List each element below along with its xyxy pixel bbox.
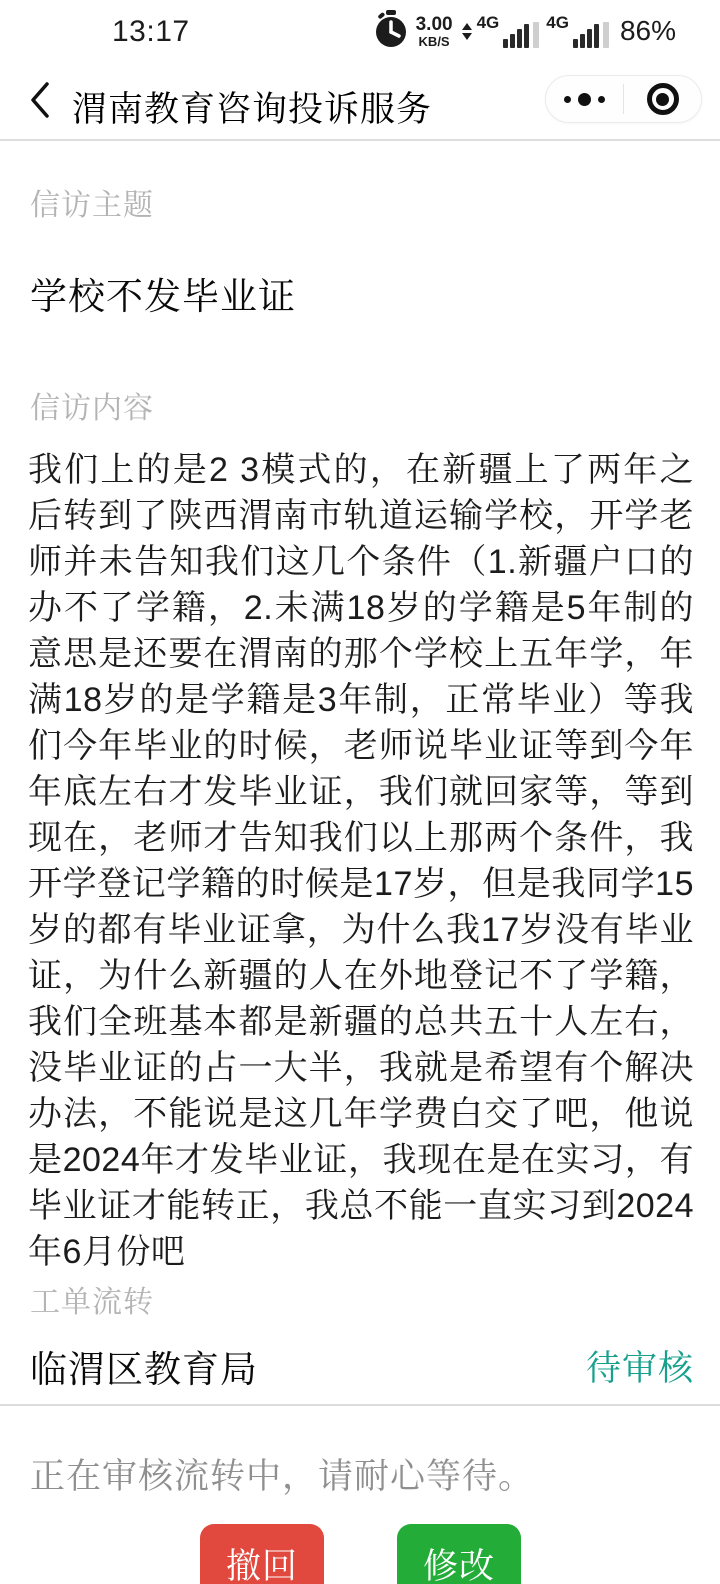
battery-percent: 86% — [619, 15, 676, 46]
sim2-signal — [546, 14, 609, 48]
sim1-network-type: 4G — [476, 13, 500, 32]
workflow-label: 工单流转 — [30, 1286, 154, 1319]
network-speed-readout — [416, 15, 453, 48]
sim1-signal — [477, 14, 540, 48]
workflow-row — [30, 1339, 694, 1393]
sim1-signal-bars-icon — [503, 22, 539, 48]
network-speed-value: 3.00 — [415, 13, 453, 35]
clock-time: 13:17 — [112, 15, 190, 48]
more-dots-icon — [564, 93, 605, 106]
petition-content-text: 我们上的是2 3模式的，在新疆上了两年之后转到了陕西渭南市轨道运输学校，开学老师并未告知我们这几个条件（1.新疆户口的办不了学籍，2.未满18岁的学籍是5年制的意思是还要在渭南的那个学校上五年学，年满18岁的是学籍是3年制，正常毕业）等我们今年毕业的时候，老师说毕业证等到今年年底左右才发毕业证，我们就回家等，等到现在，老师才告知我们以上那两个条件，我开学登记学籍的时候是17岁，但是我同学15岁的都有毕业证拿，为什么我17岁没有毕业证，为什么新疆的人在外地登记不了学籍，我们全班基本都是新疆的总共五十人左右，没毕业证的占一大半，我就是希望有个解决办法，不能说是这几年学费白交了吧，他说是2024年才发毕业证，我现在是在实习，有毕业证才能转正，我总不能一直实习到2024年6月份吧 — [28, 451, 694, 1271]
subject-label: 信访主题 — [30, 189, 154, 222]
withdraw-button[interactable]: 撤回 — [200, 1524, 324, 1584]
review-hint-text: 正在审核流转中，请耐心等待。 — [30, 1457, 535, 1496]
network-speed-unit: KB/S — [418, 33, 450, 49]
sim2-signal-bars-icon — [573, 22, 609, 48]
back-button[interactable] — [20, 80, 60, 124]
page-title: 渭南教育咨询投诉服务 — [72, 90, 433, 129]
status-bar-right-cluster — [373, 8, 676, 54]
content-label: 信访内容 — [30, 392, 154, 425]
nav-bar — [0, 60, 720, 141]
chevron-left-icon — [29, 81, 51, 124]
workflow-status-badge: 待审核 — [585, 1349, 694, 1388]
updown-arrows-icon — [462, 23, 472, 40]
sim2-network-type: 4G — [546, 13, 569, 32]
subject-text: 学校不发毕业证 — [30, 276, 296, 317]
footer-divider — [0, 1404, 720, 1406]
workflow-department: 临渭区教育局 — [30, 1349, 258, 1390]
close-miniprogram-button[interactable] — [624, 76, 701, 122]
status-bar — [0, 0, 720, 60]
capsule-target-icon — [647, 83, 679, 115]
stopwatch-speed-icon — [373, 10, 409, 53]
modify-button[interactable]: 修改 — [397, 1524, 521, 1584]
more-menu-button[interactable] — [546, 76, 623, 122]
miniprogram-capsule — [545, 75, 702, 123]
